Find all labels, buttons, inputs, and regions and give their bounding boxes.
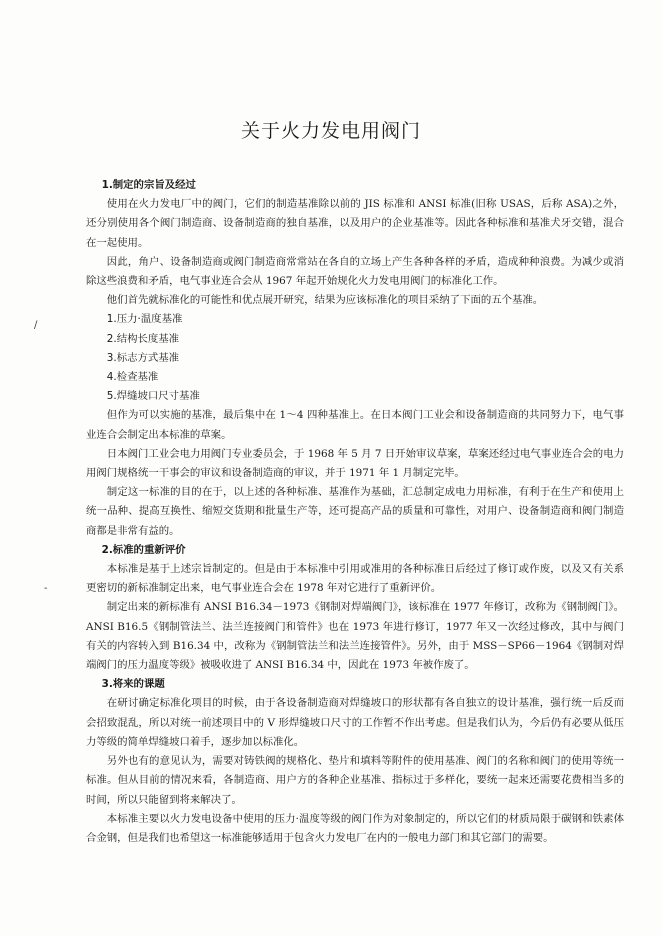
page-title: 关于火力发电用阀门 <box>240 120 421 142</box>
body-paragraph: 另外也有的意见认为，需要对铸铁阀的规格化、垫片和填料等附件的使用基准、阀门的名称和阀门的使用等统一标准。但从目前的情况来看，各制造商、用户方的各种企业基准、指标过于多样化，要统一起来还需要花费相当多的时间，所以只能留到将来解决了。 <box>86 755 624 806</box>
section-heading: 1.制定的宗旨及经过 <box>101 179 196 191</box>
list-item: 2.结构长度基准 <box>106 332 180 345</box>
body-paragraph: 他们首先就标准化的可能性和优点展开研究，结果为应该标准化的项目采纳了下面的五个基准。 <box>106 294 544 307</box>
body-paragraph: 本标准主要以火力发电设备中使用的压力·温度等级的阀门作为对象制定的，所以它们的材质局限于碳钢和铁素体合金钢，但是我们也希望这一标准能够适用于包含火力发电厂在内的一般电力部门和其它部门的需要。 <box>86 812 624 844</box>
section-heading: 3.将来的课题 <box>101 678 165 691</box>
list-item: 1.压力·温度基准 <box>106 313 183 326</box>
body-paragraph: 使用在火力发电厂中的阀门，它们的制造基准除以前的 JIS 标准和 ANSI 标准(旧称 USAS，后称 ASA)之外，还分别使用各个阀门制造商、设备制造商的独自基准，以及用户的企业基准等。因此各种标准和基准犬牙交错，混合在一起使用。 <box>86 198 624 249</box>
body-paragraph: 制定出来的新标准有 ANSI B16.34－1973《钢制对焊端阀门》，该标准在 1977 年修订，改称为《钢制阀门》。ANSI B16.5《钢制管法兰、法兰连接阀门和管件》也在 1973 年进行修订，1977 年又一次经过修改，其中与阀门有关的内容转入到 B16.34 中，改称为《钢制管法兰和法兰连接管件》。另外，由于 MSS－SP66－1964《钢制对焊端阀门的压力温度等级》被吸收进了 ANSI B16.34 中，因此在 1973 年被作废了。 <box>86 601 624 672</box>
section-heading: 2.标准的重新评价 <box>101 543 186 556</box>
margin-mark: - <box>44 583 48 594</box>
body-paragraph: 本标准是基于上述宗旨制定的。但是由于本标准中引用或准用的各种标准日后经过了修订或作废，以及又有关系更密切的新标准制定出来，电气事业连合会在 1978 年对它进行了重新评价。 <box>86 563 624 595</box>
body-paragraph: 因此，角户、设备制造商或阀门制造商常常站在各自的立场上产生各种各样的矛盾，造成种种浪费。为减少或消除这些浪费和矛盾，电气事业连合会从 1967 年起开始规化火力发电用阀门的标准化工作。 <box>86 255 624 288</box>
list-item: 3.标志方式基准 <box>106 351 180 364</box>
body-paragraph: 在研讨确定标准化项目的时候，由于各设备制造商对焊缝坡口的形状都有各自独立的设计基准，强行统一后反而会招致混乱，所以对统一前述项目中的 V 形焊缝坡口尺寸的工作暂不作出考虑。但是我们认为，今后仍有必要从低压力等级的简单焊缝坡口着手，逐步加以标准化。 <box>86 697 624 748</box>
margin-mark: / <box>34 320 38 331</box>
list-item: 5.焊缝坡口尺寸基准 <box>106 390 200 403</box>
body-paragraph: 但作为可以实施的基准，最后集中在 1～4 四种基准上。在日本阀门工业会和设备制造商的共同努力下，电气事业连合会制定出本标准的草案。 <box>86 409 624 441</box>
document-body <box>86 176 624 848</box>
body-paragraph: 制定这一标准的目的在于，以上述的各种标准、基准作为基础，汇总制定成电力用标准，有利于在生产和使用上统一品种、提高互换性、缩短交货期和批量生产等，还可提高产品的质量和可靠性，对用户、设备制造商和阀门制造商都是非常有益的。 <box>86 486 624 537</box>
body-paragraph: 日本阀门工业会电力用阀门专业委员会，于 1968 年 5 月 7 日开始审议草案，草案还经过电气事业连合会的电力用阀门规格统一干事会的审议和设备制造商的审议，并于 1971 年 1 月制定完毕。 <box>86 447 624 480</box>
list-item: 4.检查基准 <box>106 371 159 384</box>
